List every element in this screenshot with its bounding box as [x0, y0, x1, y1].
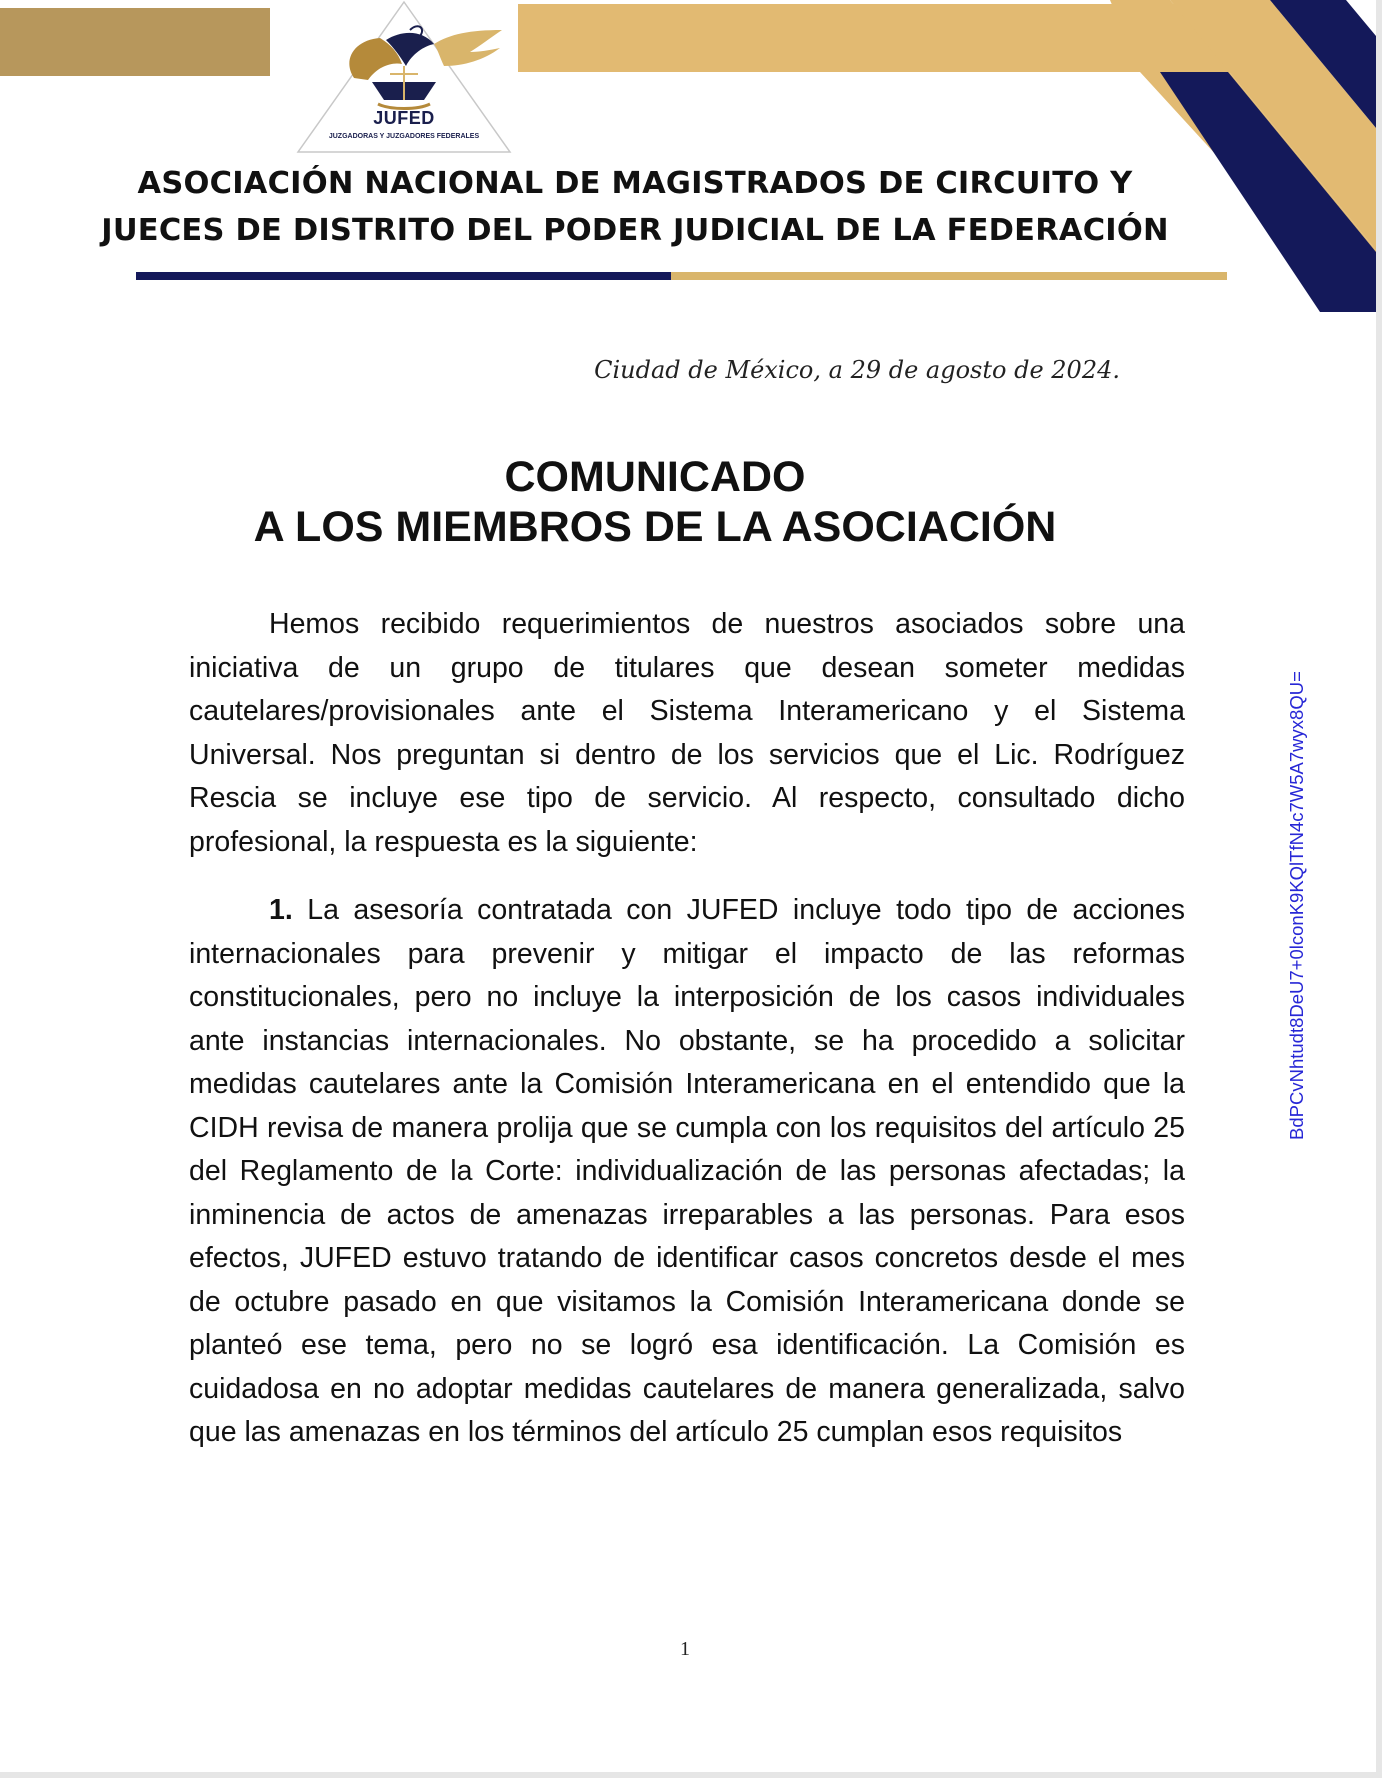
verification-code-text[interactable]: BdPCvNhtudt8DeU7+0lconK9KQlTfN4c7W5A7wyx8QU=: [1286, 671, 1307, 1140]
intro-paragraph: [189, 603, 1185, 864]
logo-name: JUFED: [373, 108, 435, 128]
heading-line2: A LOS MIEMBROS DE LA ASOCIACIÓN: [253, 503, 1057, 551]
logo-subtitle: JUZGADORAS Y JUZGADORES FEDERALES: [328, 133, 480, 140]
item-1-text: La asesoría contratada con JUFED incluye todo tipo de acciones internacionales para prevenir y mitigar el impacto de las reformas constitucionales, pero no incluye la interposición de los casos individuales ante instancias internacionales. No obstante, se ha procedido a solicitar medidas cautelares ante la Comisión Interamericana en el entendido que la CIDH revisa de manera prolija que se cumpla con los requisitos del artículo 25 del Reglamento de la Corte: individualización de las personas afectadas; la inminencia de actos de amenazas irreparables a las personas. Para esos efectos, JUFED estuvo tratando de identificar casos concretos desde el mes de octubre pasado en que visitamos la Comisión Interamericana donde se planteó ese tema, pero no se logró esa identificación. La Comisión es cuidadosa en no adoptar medidas cautelares de manera generalizada, salvo que las amenazas en los términos del artículo 25 cumplan esos requisitos: [189, 894, 1186, 1448]
organization-title: [100, 160, 1170, 254]
page-bottom-shadow: [0, 1772, 1382, 1778]
page-number: 1: [680, 1638, 690, 1660]
item-1-number: 1.: [269, 894, 293, 926]
intro-paragraph-text: Hemos recibido requerimientos de nuestros asociados sobre una iniciativa de un grupo de titulares que desean someter medidas cautelares/provisionales ante el Sistema Interamericano y el Sistema Universal. Nos preguntan si dentro de los servicios que el Lic. Rodríguez Rescia se incluye ese tipo de servicio. Al respecto, consultado dicho profesional, la respuesta es la siguiente:: [189, 608, 1185, 858]
dateline: Ciudad de México, a 29 de agosto de 2024.: [594, 356, 1120, 384]
corner-stripes-decoration: [1110, 0, 1376, 312]
item-1-paragraph: [189, 889, 1185, 1455]
header-rule-navy: [136, 272, 671, 280]
heading-line1: COMUNICADO: [504, 453, 806, 501]
header-bar-left: [0, 8, 270, 76]
verification-code: [1286, 620, 1326, 1140]
document-heading: [150, 452, 1160, 552]
header-rule-gold: [671, 272, 1227, 280]
organization-title-line1: ASOCIACIÓN NACIONAL DE MAGISTRADOS DE CIRCUITO Y: [137, 166, 1133, 201]
jufed-logo: [294, 0, 514, 156]
organization-title-line2: JUECES DE DISTRITO DEL PODER JUDICIAL DE LA FEDERACIÓN: [101, 213, 1169, 248]
page-edge-shadow: [1376, 0, 1382, 1778]
